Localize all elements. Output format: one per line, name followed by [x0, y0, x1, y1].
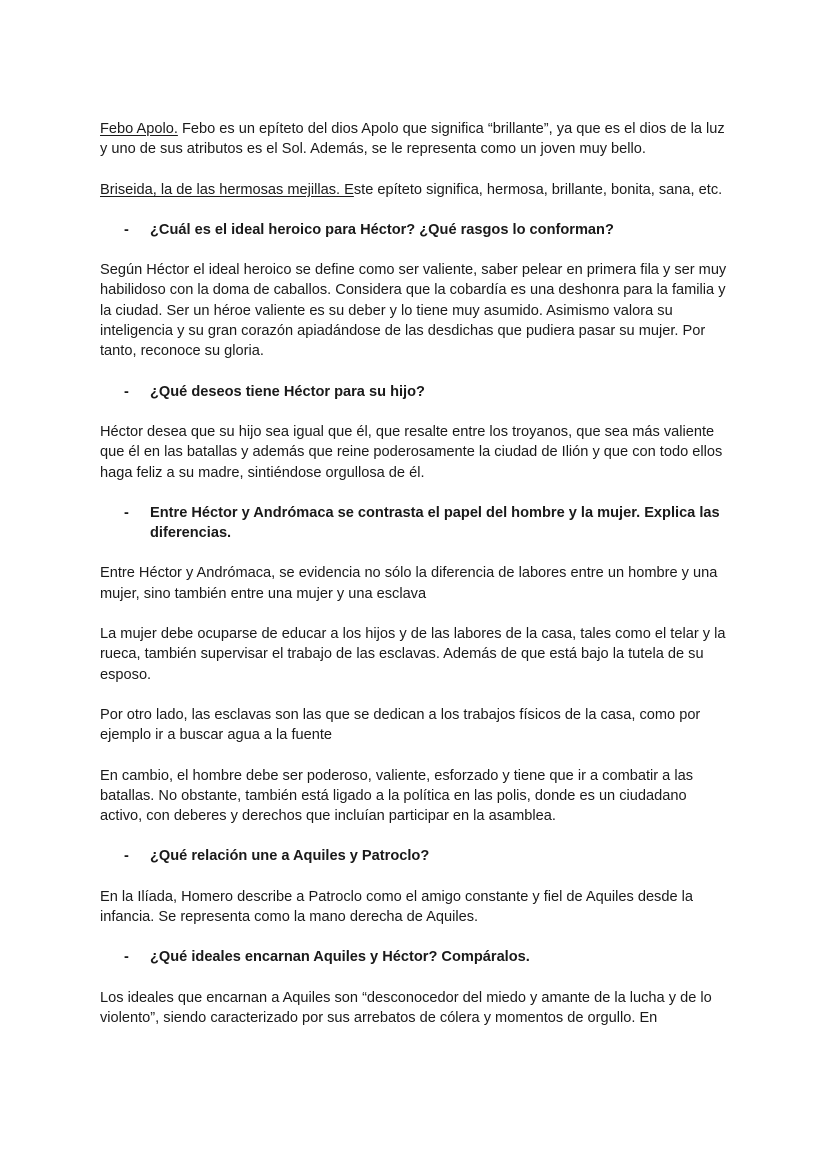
question-text: Entre Héctor y Andrómaca se contrasta el papel del hombre y la mujer. Explica las diferencias.: [150, 504, 720, 542]
bullet-dash: -: [124, 848, 129, 865]
bullet-dash: -: [124, 221, 129, 238]
question-heading: [100, 503, 730, 544]
question-text: ¿Qué ideales encarnan Aquiles y Héctor? Compáralos.: [150, 949, 530, 966]
bullet-dash: -: [124, 949, 129, 966]
question-text: ¿Qué relación une a Aquiles y Patroclo?: [150, 848, 430, 865]
bullet-dash: -: [124, 383, 129, 400]
answer-paragraph: La mujer debe ocuparse de educar a los hijos y de las labores de la casa, tales como el telar y la rueca, también supervisar el trabajo de las esclavas. Además de que está bajo la tutela de su esposo.: [100, 626, 726, 683]
question-heading: [100, 220, 730, 240]
epithet-term: Febo Apolo.: [100, 121, 178, 137]
answer-paragraph: Los ideales que encarnan a Aquiles son “desconocedor del miedo y amante de la lucha y de lo violento”, siendo caracterizado por sus arrebatos de cólera y momentos de orgullo. En: [100, 989, 712, 1026]
answer-paragraph: En cambio, el hombre debe ser poderoso, valiente, esforzado y tiene que ir a combatir a las batallas. No obstante, también está ligado a la política en las polis, donde es un ciudadano activo, con deberes y derechos que incluían participar en la asamblea.: [100, 767, 693, 825]
answer-paragraph: Héctor desea que su hijo sea igual que él, que resalte entre los troyanos, que sea más valiente que él en las batallas y además que reine poderosamente la ciudad de Ilión y que con todo ellos haga feliz a su madre, sintiéndose orgullosa de él.: [100, 423, 723, 481]
answer-paragraph: Por otro lado, las esclavas son las que se dedican a los trabajos físicos de la casa, como por ejemplo ir a buscar agua a la fuente: [100, 706, 701, 744]
document-body: [100, 119, 730, 1048]
question-heading: [100, 382, 730, 402]
answer-paragraph: En la Ilíada, Homero describe a Patroclo como el amigo constante y fiel de Aquiles desde la infancia. Se representa como la mano derecha de Aquiles.: [100, 888, 693, 926]
bullet-dash: -: [124, 504, 129, 521]
epithet-term: Briseida, la de las hermosas mejillas. E: [100, 181, 354, 198]
epithet-paragraph: [100, 119, 730, 160]
question-text: ¿Qué deseos tiene Héctor para su hijo?: [150, 383, 425, 400]
answer-paragraph: Entre Héctor y Andrómaca, se evidencia no sólo la diferencia de labores entre un hombre y una mujer, sino también entre una mujer y una esclava: [100, 565, 718, 602]
question-text: ¿Cuál es el ideal heroico para Héctor? ¿Qué rasgos lo conforman?: [150, 221, 614, 238]
epithet-definition: Febo es un epíteto del dios Apolo que significa “brillante”, ya que es el dios de la luz y uno de sus atributos es el Sol. Además, se le representa como un joven muy bello.: [100, 121, 725, 158]
epithet-definition: ste epíteto significa, hermosa, brillante, bonita, sana, etc.: [353, 181, 723, 198]
question-heading: [100, 947, 730, 967]
answer-paragraph: Según Héctor el ideal heroico se define como ser valiente, saber pelear en primera fila y ser muy habilidoso con la doma de caballos. Considera que la cobardía es una deshonra para la familia y la ciudad. Ser un héroe valiente es su deber y lo tiene muy asumido. Asimismo valora su inteligencia y su gran corazón apiadándose de las desdichas que pudiera pasar su mujer. Por tanto, reconoce su gloria.: [100, 262, 727, 360]
epithet-paragraph: [100, 180, 730, 200]
question-heading: [100, 846, 730, 866]
